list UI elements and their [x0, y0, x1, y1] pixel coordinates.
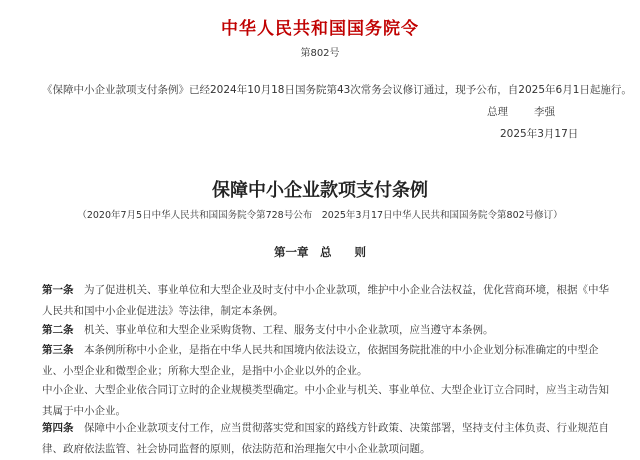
regulation-subtitle: （2020年7月5日中华人民共和国国务院令第728号公布 2025年3月17日中华人民共和国国务院令第802号修订） — [77, 210, 563, 221]
article-label: 第一条 — [42, 284, 74, 296]
regulation-title: 保障中小企业款项支付条例 — [212, 180, 428, 201]
article-text: 为了促进机关、事业单位和大型企业及时支付中小企业款项，维护中小企业合法权益，优化营商环境，根据《中华人民共和国中小企业促进法》等法律，制定本条例。 — [42, 284, 609, 317]
article-3-paragraph-2 — [42, 380, 612, 422]
signature-name: 李强 — [534, 106, 555, 118]
article-text: 机关、事业单位和大型企业采购货物、工程、服务支付中小企业款项，应当遵守本条例。 — [84, 324, 494, 336]
signature-line — [487, 104, 555, 119]
article-text: 中小企业、大型企业依合同订立时的企业规模类型确定。中小企业与机关、事业单位、大型企业订立合同时，应当主动告知其属于中小企业。 — [42, 384, 609, 417]
signature-date: 2025年3月17日 — [500, 128, 579, 140]
article-text: 保障中小企业款项支付工作，应当贯彻落实党和国家的路线方针政策、决策部署，坚持支付主体负责、行业规范自律、政府依法监管、社会协同监督的原则，依法防范和治理拖欠中小企业款项问题。 — [42, 422, 609, 455]
decree-text: 《保障中小企业款项支付条例》已经2024年10月18日国务院第43次常务会议修订通过，现予公布，自2025年6月1日起施行。 — [42, 84, 632, 96]
article-label: 第二条 — [42, 324, 74, 336]
article-1 — [42, 280, 612, 322]
article-text: 本条例所称中小企业，是指在中华人民共和国境内依法设立，依据国务院批准的中小企业划分标准确定的中型企业、小型企业和微型企业；所称大型企业，是指中小企业以外的企业。 — [42, 344, 599, 377]
signature-role: 总理 — [487, 106, 508, 118]
article-2 — [42, 320, 612, 341]
article-label: 第四条 — [42, 422, 74, 434]
article-label: 第三条 — [42, 344, 74, 356]
order-title: 中华人民共和国国务院令 — [221, 19, 419, 39]
article-3 — [42, 340, 612, 382]
chapter-heading: 第一章 总 则 — [274, 245, 366, 259]
order-number: 第802号 — [300, 48, 340, 59]
article-4 — [42, 418, 612, 460]
